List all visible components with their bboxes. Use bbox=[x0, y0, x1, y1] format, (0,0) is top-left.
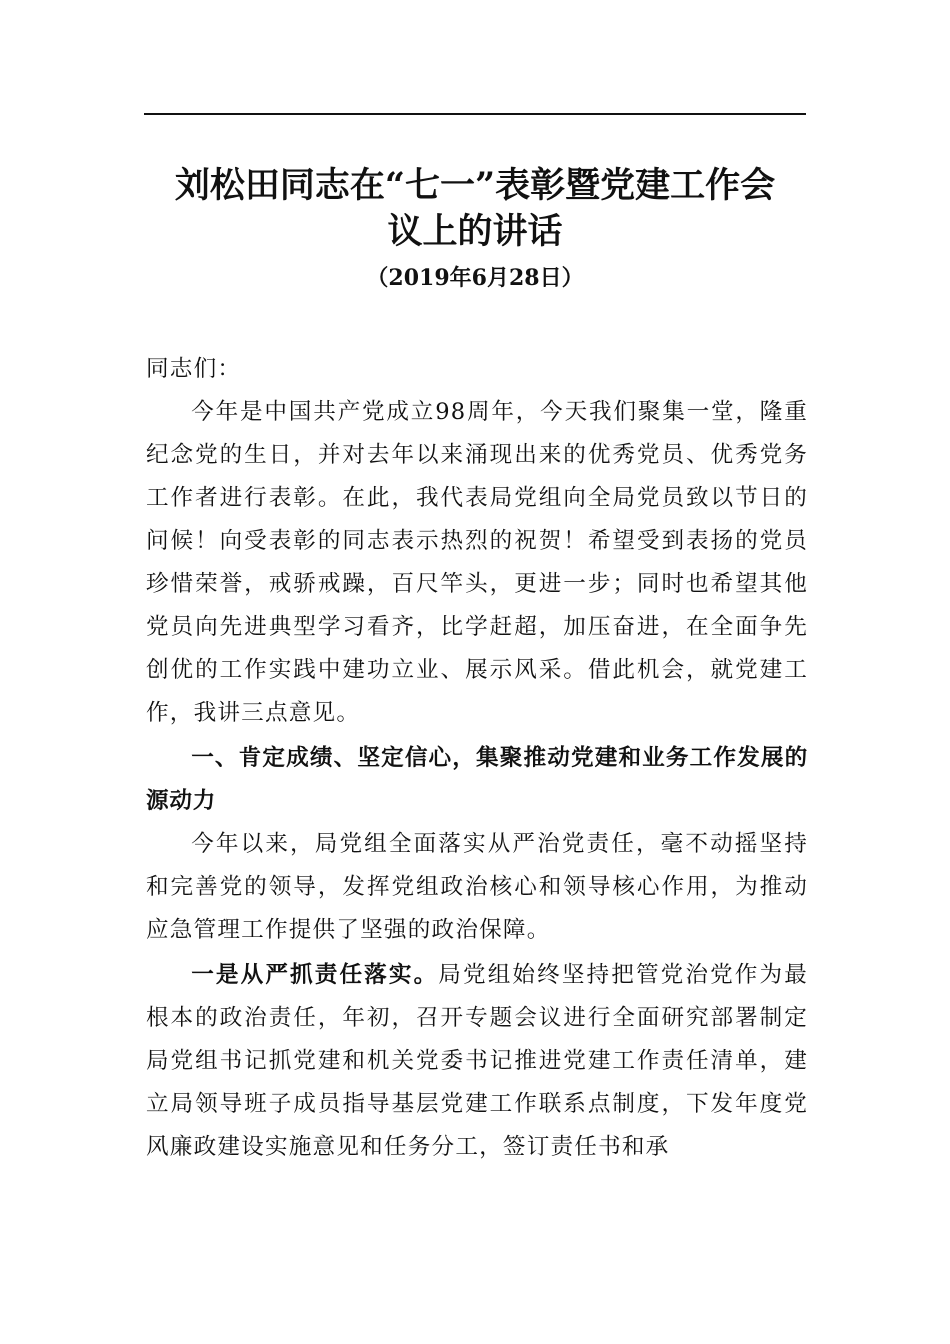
document-title bbox=[144, 163, 806, 255]
point-1-text: 局党组始终坚持把管党治党作为最根本的政治责任，年初，召开专题会议进行全面研究部署制定局党组书记抓党建和机关党委书记推进党建工作责任清单，建立局领导班子成员指导基层党建工作联系点制度，下发年度党风廉政建设实施意见和任务分工，签订责任书和承 bbox=[146, 962, 809, 1160]
header-rule bbox=[144, 113, 806, 115]
paragraph-achievements: 今年以来，局党组全面落实从严治党责任，毫不动摇坚持和完善党的领导，发挥党组政治核心和领导核心作用，为推动应急管理工作提供了坚强的政治保障。 bbox=[146, 831, 808, 943]
paragraph-point-1 bbox=[146, 954, 808, 1169]
paragraph-opening: 今年是中国共产党成立98周年，今天我们聚集一堂，隆重纪念党的生日，并对去年以来涌现出来的优秀党员、优秀党务工作者进行表彰。在此，我代表局党组向全局党员致以节日的问候！向受表彰的同志表示热烈的祝贺！希望受到表扬的党员珍惜荣誉，戒骄戒躁，百尺竿头，更进一步；同时也希望其他党员向先进典型学习看齐，比学赶超，加压奋进，在全面争先创优的工作实践中建功立业、展示风采。借此机会，就党建工作，我讲三点意见。 bbox=[146, 399, 808, 726]
document-title-line-1: 刘松田同志在“七一”表彰暨党建工作会 bbox=[174, 165, 776, 206]
document-title-line-2: 议上的讲话 bbox=[387, 211, 563, 252]
document-body bbox=[146, 348, 808, 1169]
point-1-lead: 一是从严抓责任落实。 bbox=[191, 962, 439, 988]
salutation: 同志们： bbox=[146, 356, 242, 382]
document-date: （2019年6月28日） bbox=[366, 265, 584, 291]
section-heading-1: 一、肯定成绩、坚定信心，集聚推动党建和业务工作发展的源动力 bbox=[146, 745, 808, 814]
